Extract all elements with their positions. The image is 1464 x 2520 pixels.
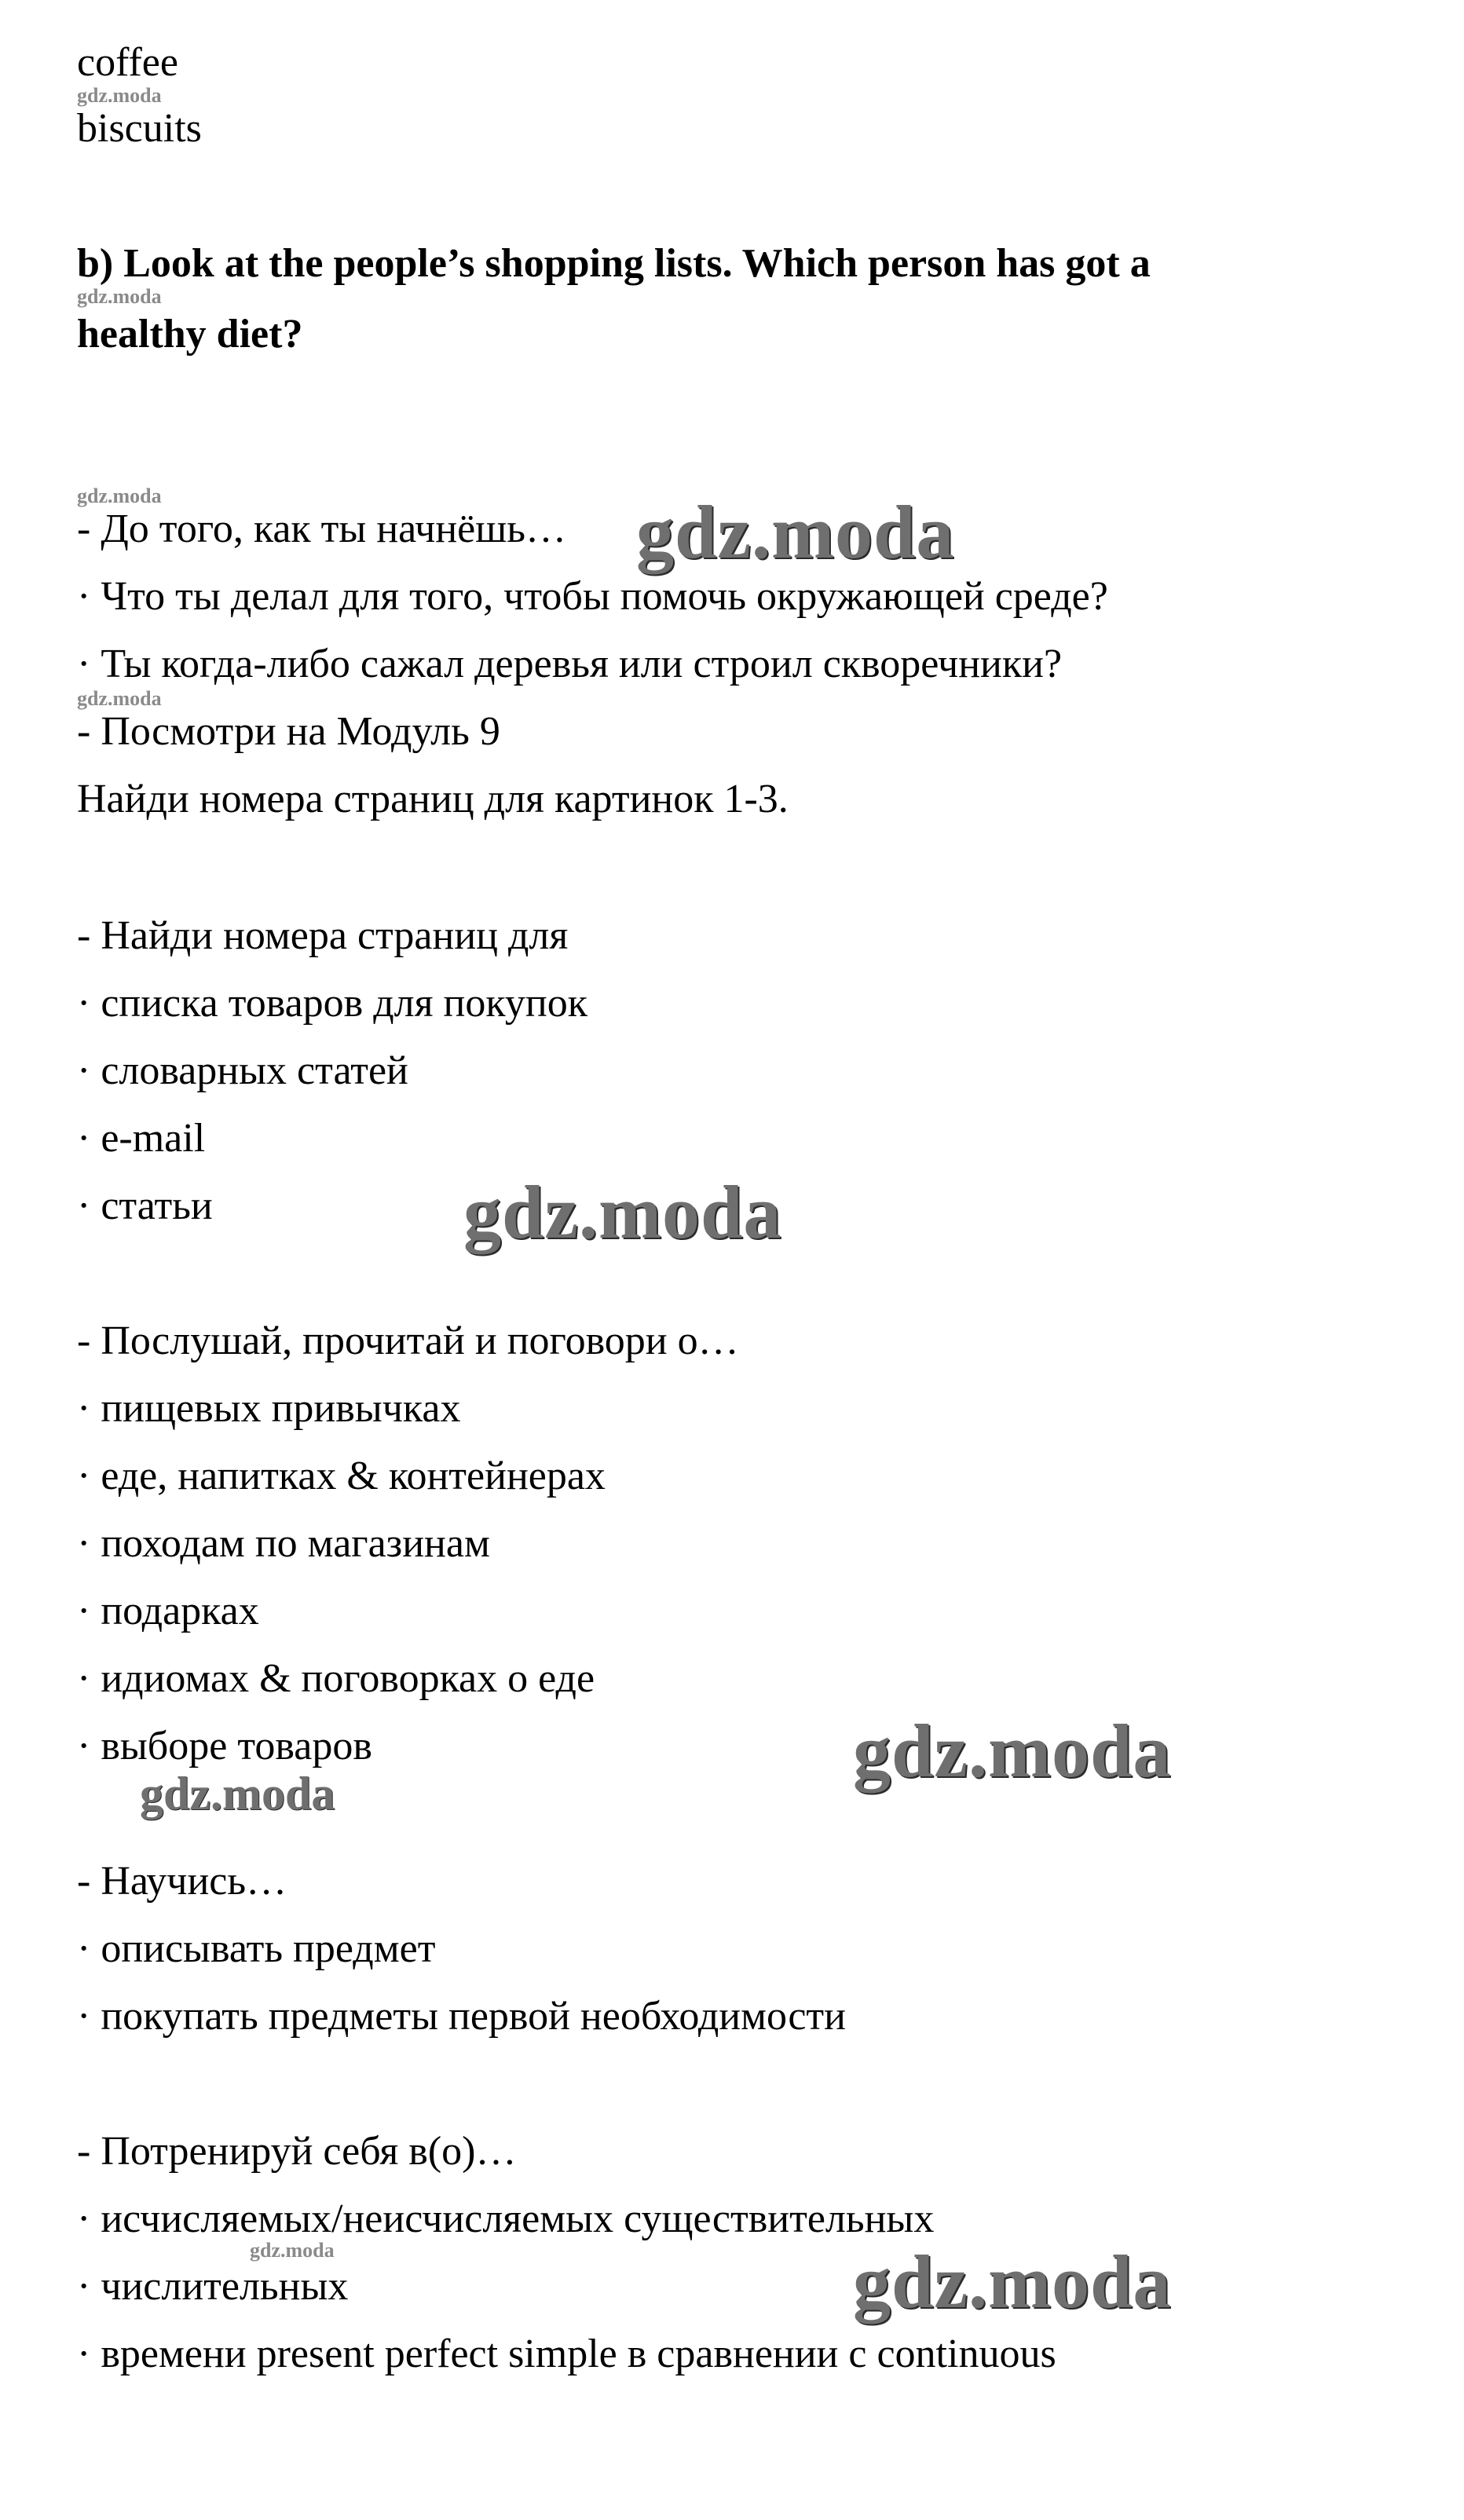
watermark-large: gdz.moda [853, 1709, 1172, 1793]
watermark-large: gdz.moda [853, 2240, 1172, 2324]
text-line: · списка товаров для покупок [77, 981, 587, 1026]
text-line: - Послушай, прочитай и поговори о… [77, 1319, 739, 1363]
watermark-large: gdz.moda [636, 490, 955, 574]
text-line: - До того, как ты начнёшь… [77, 507, 566, 551]
text-line: Найди номера страниц для картинок 1-3. [77, 777, 789, 821]
text-line: · пищевых привычках [77, 1386, 461, 1431]
text-line: · описывать предмет [77, 1926, 436, 1971]
watermark-large: gdz.moda [463, 1170, 782, 1254]
text-line: · e-mail [77, 1116, 206, 1161]
watermark-small: gdz.moda [77, 285, 162, 308]
text-line: · исчисляемых/неисчисляемых существительных [77, 2196, 935, 2241]
text-line: · статьи [77, 1183, 213, 1228]
text-line: · Что ты делал для того, чтобы помочь окружающей среде? [77, 574, 1108, 619]
text-line: · подарках [77, 1589, 259, 1633]
watermark-small: gdz.moda [77, 84, 162, 107]
watermark-small: gdz.moda [250, 2239, 335, 2262]
list-item-coffee: coffee [77, 40, 178, 85]
text-line: · походам по магазинам [77, 1521, 490, 1566]
text-line: · покупать предметы первой необходимости [77, 1994, 846, 2039]
text-line: - Найди номера страниц для [77, 913, 569, 958]
text-line: - Научись… [77, 1859, 287, 1904]
text-line: - Посмотри на Модуль 9 [77, 709, 500, 754]
task-heading-line-2: healthy diet? [77, 312, 303, 357]
text-line: · выборе товаров [77, 1724, 372, 1768]
text-line: · идиомах & поговорках о еде [77, 1656, 595, 1701]
text-line: · словарных статей [77, 1048, 408, 1093]
watermark-small: gdz.moda [77, 485, 162, 507]
text-line: · Ты когда-либо сажал деревья или строил скворечники? [77, 642, 1063, 686]
text-line: · еде, напитках & контейнерах [77, 1454, 606, 1498]
list-item-biscuits: biscuits [77, 106, 202, 151]
watermark-small: gdz.moda [77, 687, 162, 710]
text-line: · числительных [77, 2264, 349, 2309]
watermark-medium: gdz.moda [140, 1768, 335, 1820]
text-line: - Потренируй себя в(о)… [77, 2129, 517, 2174]
task-heading-line-1: b) Look at the people’s shopping lists. Which person has got a [77, 241, 1151, 286]
text-line: · времени present perfect simple в сравнении с continuous [77, 2332, 1056, 2376]
